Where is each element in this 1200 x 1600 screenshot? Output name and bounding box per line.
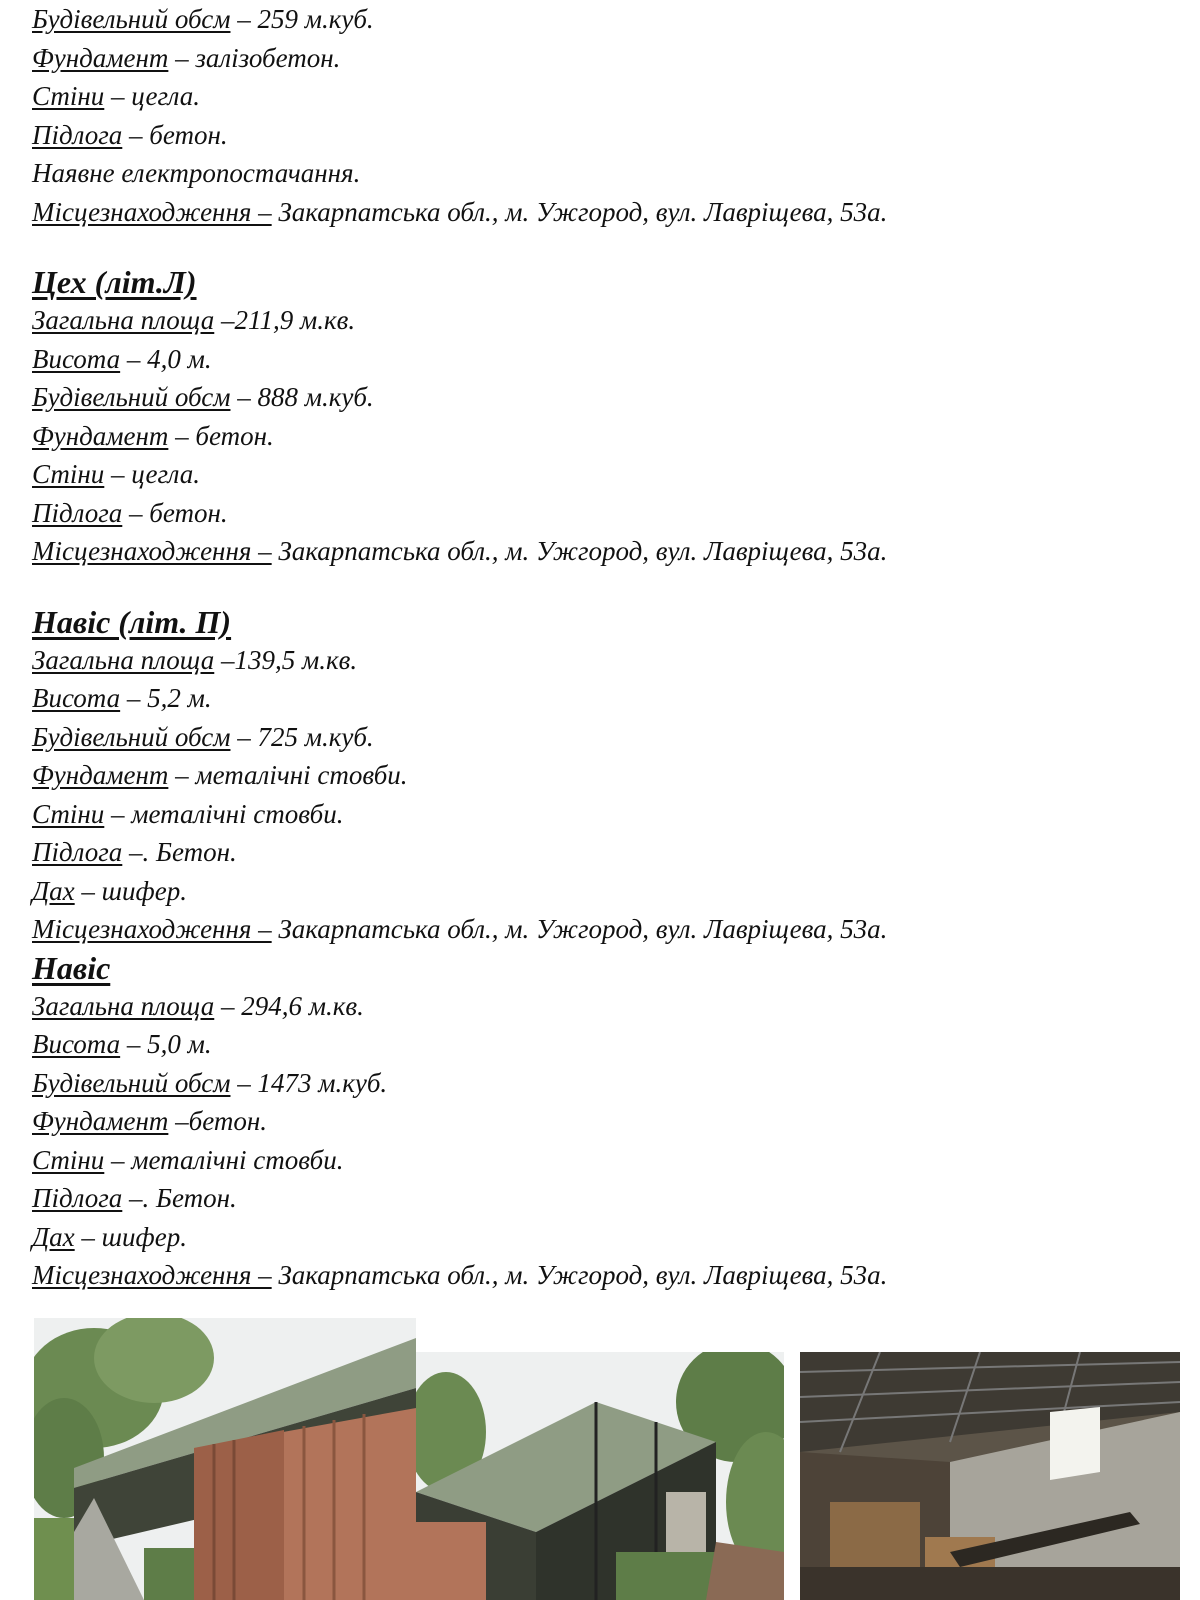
spec-value: – цегла. [104,459,200,489]
spec-label: Будівельний обсм [32,1067,231,1098]
spec-value: –211,9 м.кв. [214,305,356,335]
spec-label: Будівельний обсм [32,721,231,752]
spec-label: Дах [32,1221,75,1252]
spec-row [32,193,1172,232]
spec-row [32,1256,1172,1295]
photo-canopy-interior [800,1352,1180,1600]
spec-row [32,756,1172,795]
spec-label: Місцезнаходження – [32,196,272,227]
spec-value: Закарпатська обл., м. Ужгород, вул. Лавріщева, 53а. [271,196,888,227]
section-canopy-p [32,603,1172,949]
spec-label: Підлога [32,119,123,150]
spec-value: – 5,0 м. [120,1029,212,1059]
spec-value: – бетон. [122,119,228,150]
spec-value: –. Бетон. [122,1183,237,1213]
spec-label: Місцезнаходження – [32,536,272,566]
spec-value: – 4,0 м. [120,343,212,374]
spec-value: – бетон. [122,497,228,528]
spec-label: Фундамент [32,420,169,451]
spec-value: – цегла. [104,81,200,111]
spec-value: – 1473 м.куб. [230,1067,388,1098]
spec-label: Стіни [32,1144,105,1175]
spec-row [32,1102,1172,1141]
spec-row [32,641,1172,680]
spec-label: Загальна площа [32,990,215,1021]
spec-row [32,301,1172,340]
spec-value: Закарпатська обл., м. Ужгород, вул. Лавріщева, 53а. [271,1260,888,1290]
spec-row [32,417,1172,456]
spec-label: Висота [32,343,121,374]
spec-row [32,910,1172,949]
spec-value: –бетон. [168,1106,267,1136]
spec-value: – металічні стовби. [104,798,344,829]
spec-label: Дах [32,875,75,906]
spec-value: – 888 м.куб. [230,382,374,412]
spec-value: –139,5 м.кв. [214,644,358,675]
spec-row [32,987,1172,1026]
spec-value: – бетон. [168,420,274,451]
spec-value: Закарпатська обл., м. Ужгород, вул. Лавріщева, 53а. [271,914,888,944]
spec-label: Стіни [32,798,105,829]
spec-label: Висота [32,1029,121,1059]
photo-canopy-container [34,1318,416,1600]
spec-row [32,116,1172,155]
spec-label: Підлога [32,497,123,528]
spec-label: Фундамент [32,1106,169,1136]
spec-value: – металічні стовби. [104,1144,344,1175]
spec-value: – 294,6 м.кв. [214,990,364,1021]
spec-label: Стіни [32,81,105,111]
spec-row [32,679,1172,718]
spec-value: – 259 м.куб. [230,4,374,34]
spec-row [32,1064,1172,1103]
section-continued [32,0,1172,231]
spec-value: – шифер. [74,875,187,906]
spec-label: Загальна площа [32,644,215,675]
spec-value: Закарпатська обл., м. Ужгород, вул. Лавріщева, 53а. [271,536,888,566]
document-body [32,0,1172,1295]
spec-value: – 5,2 м. [120,683,212,713]
spec-row [32,833,1172,872]
spec-label: Стіни [32,459,105,489]
spec-row [32,340,1172,379]
spec-value: – 725 м.куб. [230,721,374,752]
spec-row [32,872,1172,911]
section-workshop-l [32,263,1172,571]
spec-label: Фундамент [32,42,169,73]
section-heading: Цех (літ.Л) [32,264,197,300]
spec-row [32,795,1172,834]
spec-label: Будівельний обсм [32,4,231,34]
spec-label: Висота [32,683,121,713]
spec-row [32,77,1172,116]
spec-row [32,1141,1172,1180]
spec-row [32,39,1172,78]
spec-label: Місцезнаходження – [32,914,272,944]
spec-row [32,154,1172,193]
spec-row [32,1179,1172,1218]
spec-value: – металічні стовби. [168,760,408,790]
section-heading: Навіс (літ. П) [32,603,232,640]
spec-row [32,1025,1172,1064]
spec-label: Загальна площа [32,305,215,335]
spec-label: Фундамент [32,760,169,790]
spec-value: –. Бетон. [122,837,237,867]
spec-label: Будівельний обсм [32,382,231,412]
photo-canopy-open [416,1352,784,1600]
spec-label: Місцезнаходження – [32,1260,272,1290]
spec-label: Підлога [32,837,123,867]
spec-row [32,455,1172,494]
spec-row [32,0,1172,39]
spec-label: Підлога [32,1183,123,1213]
spec-value: – залізобетон. [168,42,341,73]
spec-note: Наявне електропостачання. [32,158,361,188]
section-heading: Навіс [32,949,111,986]
spec-row [32,718,1172,757]
spec-value: – шифер. [74,1221,187,1252]
spec-row [32,378,1172,417]
spec-row [32,1218,1172,1257]
spec-row [32,494,1172,533]
section-canopy [32,949,1172,1295]
spec-row [32,532,1172,571]
